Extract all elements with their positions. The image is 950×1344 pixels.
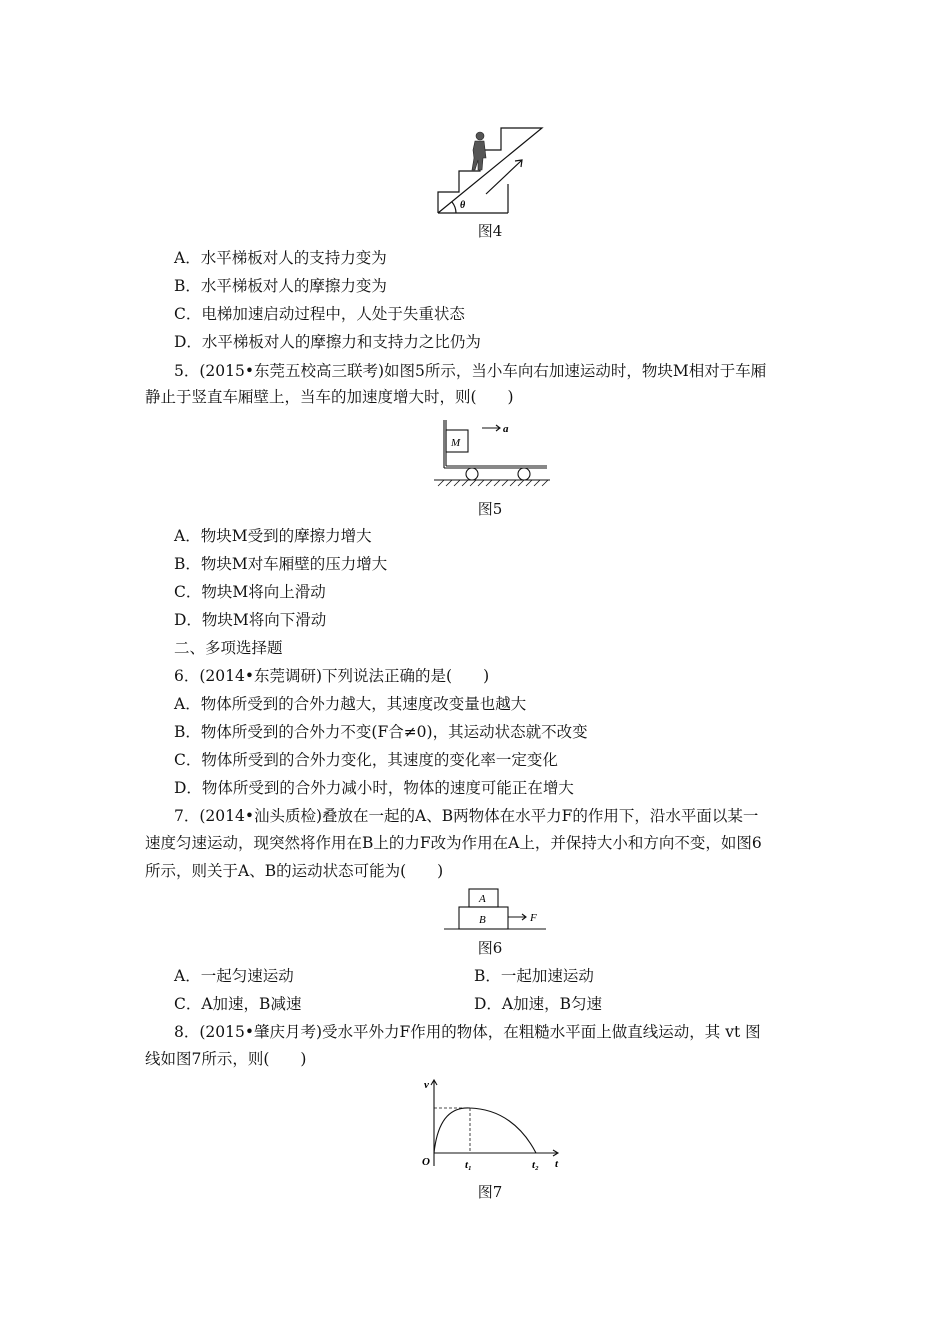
q4-option-c: C．电梯加速启动过程中，人处于失重状态 (174, 305, 465, 323)
wheel-right (518, 468, 530, 480)
q4-option-b: B．水平梯板对人的摩擦力变为 (174, 277, 387, 295)
label-f: F (530, 912, 537, 924)
figure-4-escalator (436, 124, 546, 216)
t1-label: t₁ (465, 1159, 472, 1171)
accel-label: a (503, 423, 509, 435)
q5-option-b: B．物块M对车厢壁的压力增大 (174, 555, 388, 573)
q6-option-d: D．物体所受到的合外力减小时，物体的速度可能正在增大 (174, 779, 574, 797)
figure-6-blocks (444, 888, 548, 932)
label-b: B (479, 914, 486, 926)
q6-option-b: B．物体所受到的合外力不变(F合≠0)，其运动状态就不改变 (174, 723, 588, 741)
q6-option-c: C．物体所受到的合外力变化，其速度的变化率一定变化 (174, 751, 558, 769)
q7-stem-line2: 速度匀速运动，现突然将作用在B上的力F改为作用在A上，并保持大小和方向不变，如图6 (145, 834, 762, 852)
q7-stem-line1: 7．(2014•汕头质检)叠放在一起的A、B两物体在水平力F的作用下，沿水平面以某一 (174, 807, 759, 825)
q8-stem-line1: 8．(2015•肇庆月考)受水平外力F作用的物体，在粗糙水平面上做直线运动，其 vt 图 (174, 1023, 761, 1041)
figure-6-caption: 图6 (477, 939, 503, 957)
q5-stem-line2: 静止于竖直车厢壁上，当车的加速度增大时，则( ) (145, 388, 514, 406)
q5-option-c: C．物块M将向上滑动 (174, 583, 326, 601)
motion-arrow (486, 160, 522, 194)
label-a: A (479, 893, 486, 905)
q5-option-a: A．物块M受到的摩擦力增大 (174, 527, 372, 545)
vt-curve (434, 1108, 536, 1153)
figure-7-caption: 图7 (477, 1183, 503, 1201)
q4-option-d: D．水平梯板对人的摩擦力和支持力之比仍为 (174, 333, 481, 351)
figure-7-vt-graph (418, 1076, 568, 1176)
q8-stem-line2: 线如图7所示，则( ) (145, 1050, 307, 1068)
block-label: M (451, 437, 461, 449)
q6-option-a: A．物体所受到的合外力越大，其速度改变量也越大 (174, 695, 527, 713)
q7-stem-line3: 所示，则关于A、B的运动状态可能为( ) (145, 862, 444, 880)
t2-label: t₂ (532, 1159, 539, 1171)
q5-stem-line1: 5．(2015•东莞五校高三联考)如图5所示，当小车向右加速运动时，物块M相对于车厢 (174, 362, 767, 380)
q7-option-b: B．一起加速运动 (474, 967, 594, 985)
t-axis-label: t (555, 1158, 559, 1170)
section-heading-multiple-choice: 二、多项选择题 (174, 639, 283, 657)
figure-5-caption: 图5 (477, 500, 503, 518)
q7-option-d: D．A加速，B匀速 (474, 995, 603, 1013)
v-axis-label: v (424, 1079, 429, 1091)
figure-5-cart (432, 418, 554, 490)
q4-option-a: A．水平梯板对人的支持力变为 (174, 249, 387, 267)
wheel-left (466, 468, 478, 480)
q7-option-c: C．A加速，B减速 (174, 995, 302, 1013)
q7-option-a: A．一起匀速运动 (174, 967, 294, 985)
q5-option-d: D．物块M将向下滑动 (174, 611, 327, 629)
q6-stem: 6．(2014•东莞调研)下列说法正确的是( ) (174, 667, 490, 685)
person-figure (472, 132, 486, 170)
stair-profile (438, 128, 542, 213)
angle-label: θ (460, 200, 466, 211)
figure-4-caption: 图4 (477, 222, 503, 240)
origin-label: O (422, 1156, 430, 1168)
